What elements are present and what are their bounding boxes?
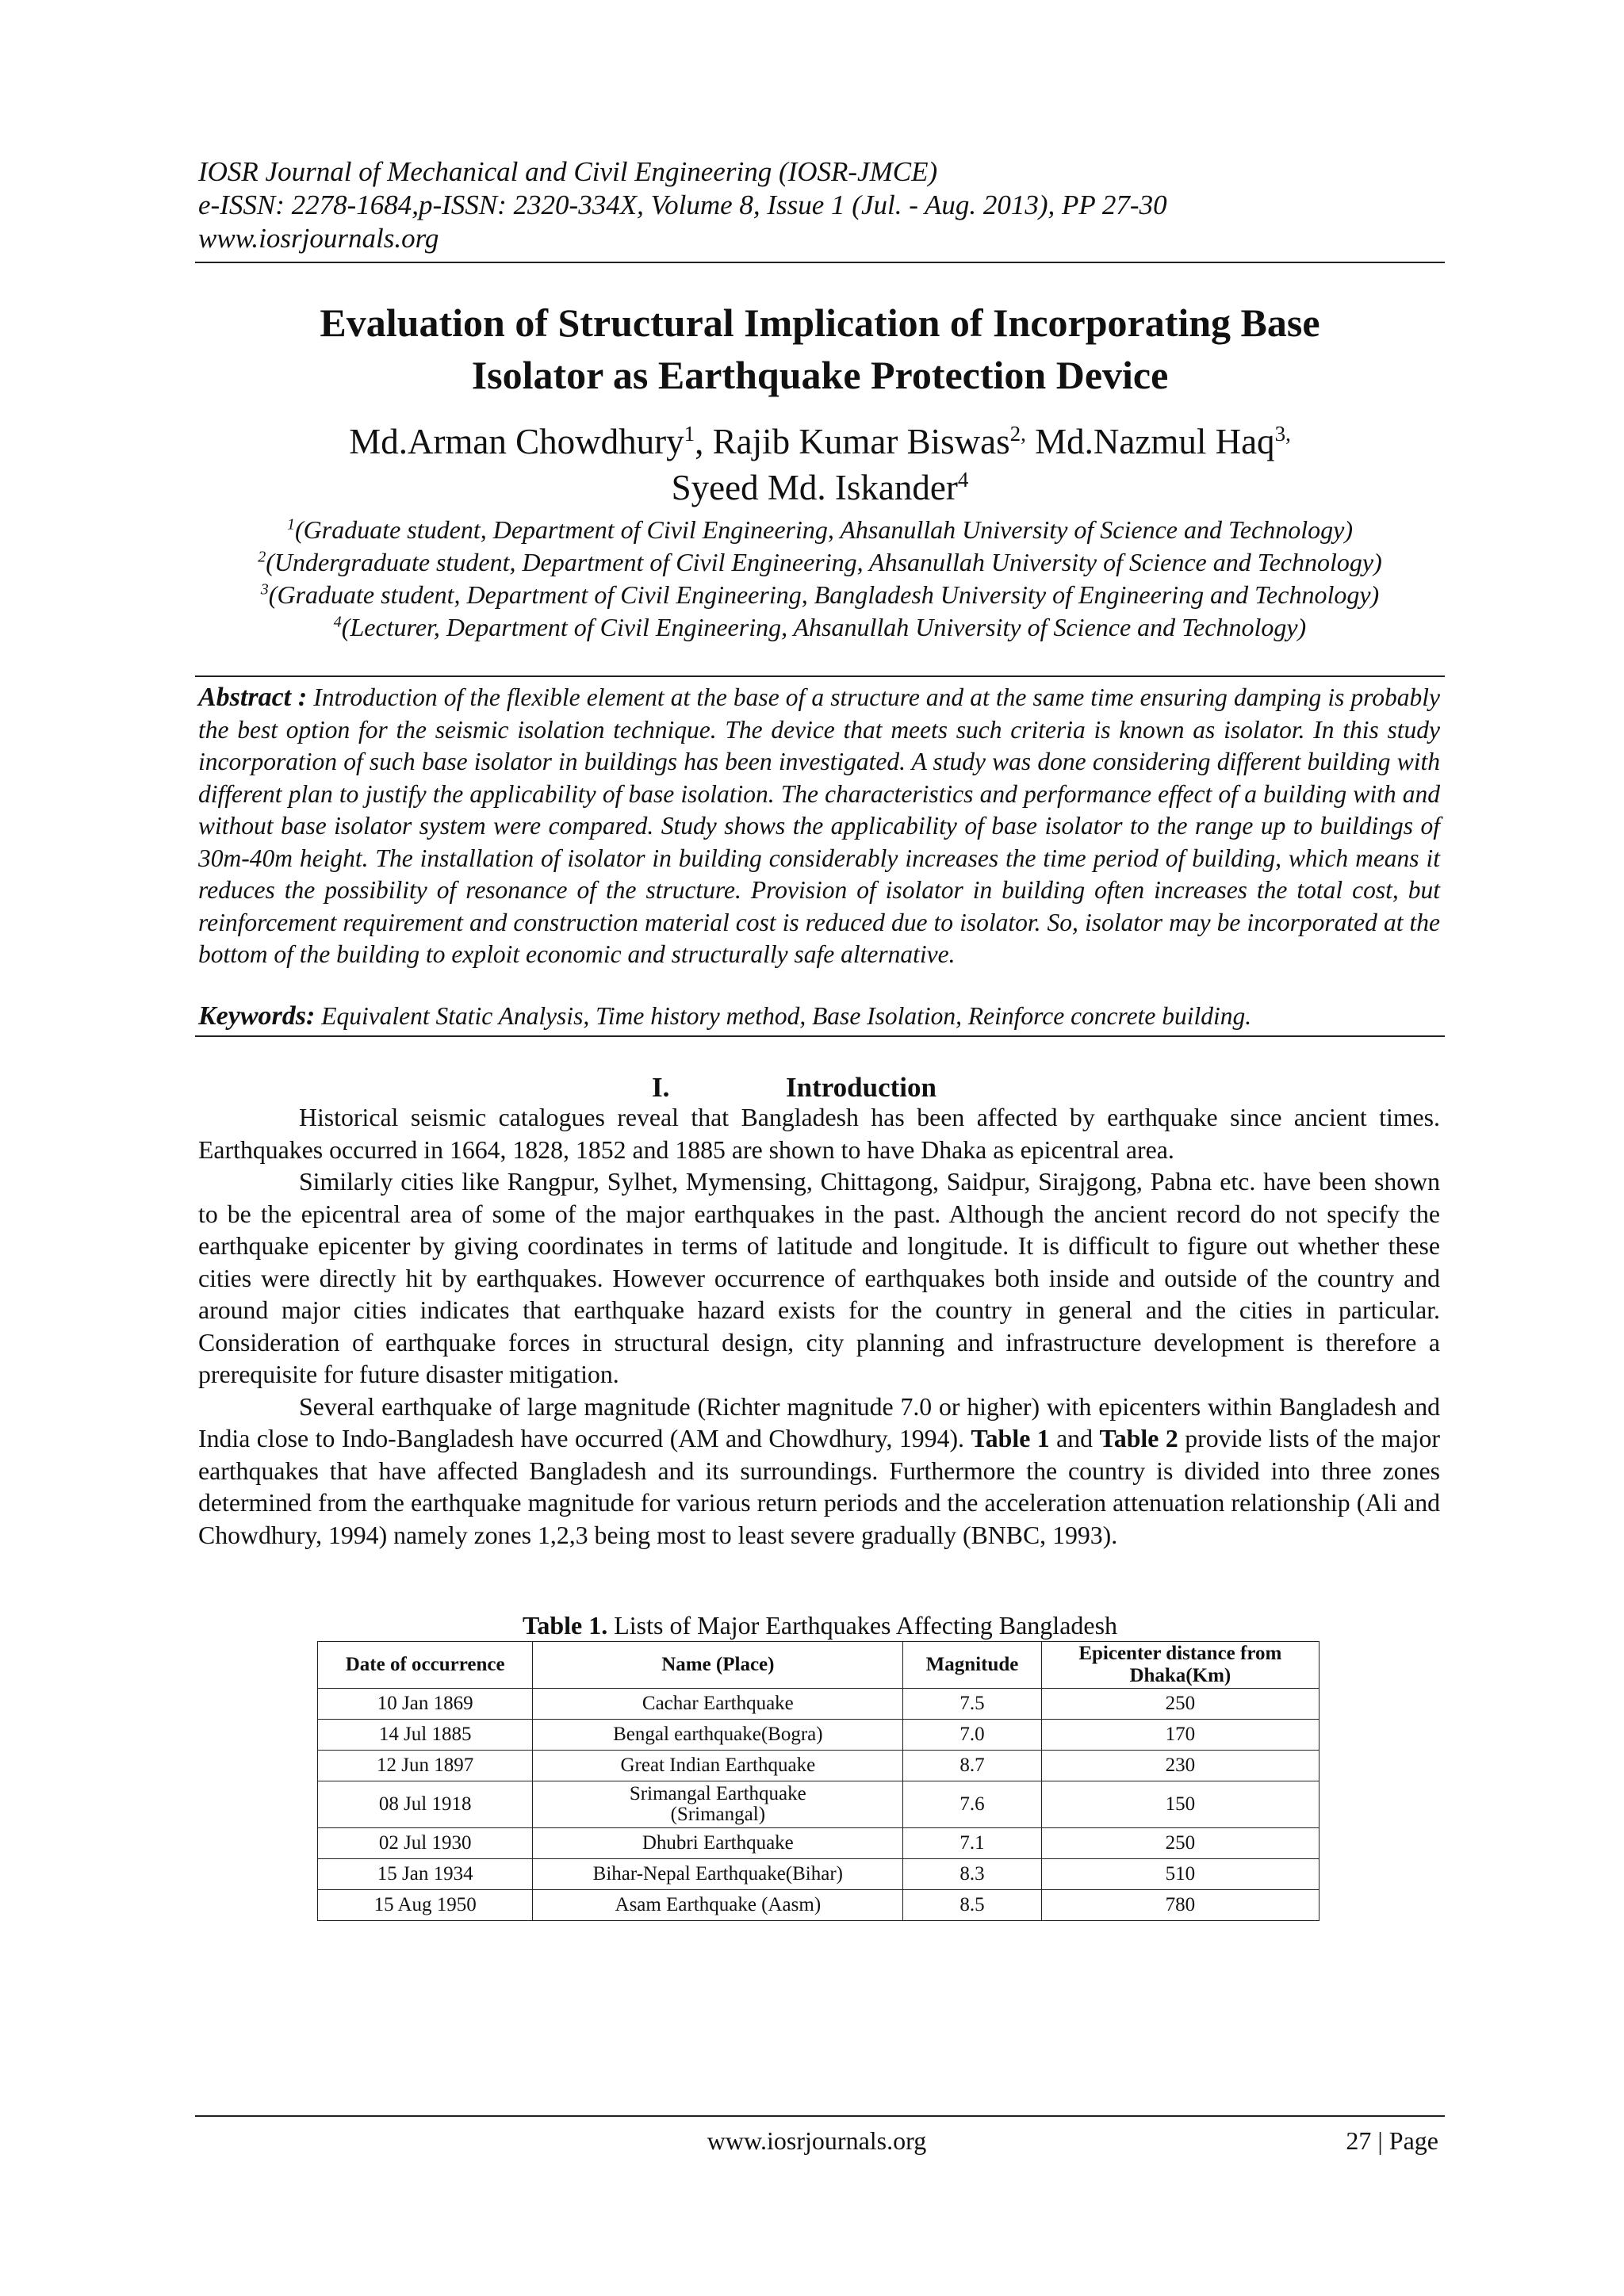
table-cell: 14 Jul 1885 [318,1720,533,1751]
abstract [198,682,1440,971]
table-row [318,1781,1320,1828]
table-row [318,1890,1320,1921]
table-cell: 7.0 [903,1720,1041,1751]
table-cell: Bengal earthquake(Bogra) [533,1720,903,1751]
paragraph-1: Historical seismic catalogues reveal that Bangladesh has been affected by earthquake since ancient times. Earthquakes occurred in 1664, 1828, 1852 and 1885 are shown to have Dhaka as epicentral area. [198,1104,1440,1164]
table-header-row [318,1642,1320,1689]
abstract-rule-bottom [195,1035,1445,1037]
table-cell: 230 [1041,1751,1319,1781]
table-cell: 250 [1041,1828,1319,1859]
author-sup: 1 [684,422,695,446]
page-number: 27 | Page [1346,2126,1438,2155]
table-cell: 7.1 [903,1828,1041,1859]
table-cell: 10 Jan 1869 [318,1689,533,1720]
keywords-label: Keywords: [198,1001,316,1031]
table-cell: 170 [1041,1720,1319,1751]
author-list: Md.Arman Chowdhury$^1$, Rajib Kumar Biswas$^{2,}$ Md.Nazmul Haq$^{3,}$ Syeed Md. Iskander$^4$ [349,422,1291,507]
author-name: Md.Arman Chowdhury [349,422,684,461]
table-cell: Srimangal Earthquake (Srimangal) [533,1781,903,1828]
table-cell: 250 [1041,1689,1319,1720]
affiliation-2: $^2$(Undergraduate student, Department of Civil Engineering, Ahsanullah University of Science and Technology) [258,548,1382,576]
journal-issn: e-ISSN: 2278-1684,p-ISSN: 2320-334X, Volume 8, Issue 1 (Jul. - Aug. 2013), PP 27-30 [198,189,1167,220]
title-line-2: Isolator as Earthquake Protection Device [471,353,1169,397]
footer-url[interactable]: www.iosrjournals.org [707,2126,927,2155]
author-sup: 3, [1274,422,1291,446]
keywords [198,1001,1440,1032]
col-header: Magnitude [903,1642,1041,1689]
abstract-text: Introduction of the flexible element at the base of a structure and at the same time ensuring damping is probably the best option for the seismic isolation technique. The device that meets such criteria is known as isolator. In this study incorporation of such base isolator in buildings has been investigated. A study was done considering different building with different plan to justify the applicability of base isolation. The characteristics and performance effect of a building with and without base isolator system were compared. Study shows the applicability of base isolator to the range up to buildings of 30m-40m height. The installation of isolator in building considerably increases the time period of building, which means it reduces the possibility of resonance of the structure. Provision of isolator in building often increases the total cost, but reinforcement requirement and construction material cost is reduced due to isolator. So, isolator may be incorporated at the bottom of the building to exploit economic and structurally safe alternative. [198,683,1441,968]
affiliation-4: $^4$(Lecturer, Department of Civil Engineering, Ahsanullah University of Science and Technology) [333,613,1307,641]
paragraph-2: Similarly cities like Rangpur, Sylhet, Mymensing, Chittagong, Saidpur, Sirajgong, Pabna etc. have been shown to be the epicentral area of some of the major earthquakes in the past. Although the ancient record do not specify the earthquake epicenter by giving coordinates in terms of latitude and longitude. It is difficult to figure out whether these cities were directly hit by earthquakes. However occurrence of earthquakes both inside and outside of the country and around major cities indicates that earthquake hazard exists for the country in general and the cities in particular. Consideration of earthquake forces in structural design, city planning and infrastructure development is therefore a prerequisite for future disaster mitigation. [198,1168,1440,1388]
col-header: Name (Place) [533,1642,903,1689]
journal-name: IOSR Journal of Mechanical and Civil Engineering (IOSR-JMCE) [198,156,938,187]
table-cell: 150 [1041,1781,1319,1828]
table-cell: 15 Jan 1934 [318,1859,533,1890]
author-name: Md.Nazmul Haq [1035,422,1275,461]
table-cell: Dhubri Earthquake [533,1828,903,1859]
journal-website[interactable]: www.iosrjournals.org [198,223,439,254]
paragraph-3: Several earthquake of large magnitude (Richter magnitude 7.0 or higher) with epicenters within Bangladesh and India close to Indo-Bangladesh have occurred (AM and Chowdhury, 1994). Table 1 and Table 2 provide lists of the major earthquakes that have affected Bangladesh and its surroundings. Furthermore the country is divided into three zones determined from the earthquake magnitude for various return periods and the acceleration attenuation relationship (Ali and Chowdhury, 1994) namely zones 1,2,3 being most to least severe gradually (BNBC, 1993). [198,1392,1440,1549]
table-cell: Asam Earthquake (Aasm) [533,1890,903,1921]
table-row [318,1828,1320,1859]
table-cell: 02 Jul 1930 [318,1828,533,1859]
introduction-body [198,1102,1440,1552]
affiliation-1: $^1$(Graduate student, Department of Civil Engineering, Ahsanullah University of Science and Technology) [286,515,1353,544]
table-cell: 15 Aug 1950 [318,1890,533,1921]
table-ref: Table 1 [971,1425,1050,1452]
table-row [318,1689,1320,1720]
earthquake-table [317,1641,1320,1921]
table-cell: Cachar Earthquake [533,1689,903,1720]
author-name: Syeed Md. Iskander [671,468,958,507]
table-cell: Bihar-Nepal Earthquake(Bihar) [533,1859,903,1890]
abstract-rule-top [195,675,1445,677]
section-number: I. [652,1072,670,1103]
abstract-label: Abstract : [198,683,308,712]
table-cell: 780 [1041,1890,1319,1921]
paper-title [195,297,1445,401]
table-row [318,1859,1320,1890]
section-title: Introduction [786,1072,936,1103]
table-caption [195,1609,1445,1641]
table-cell: 8.3 [903,1859,1041,1890]
table-cell: 08 Jul 1918 [318,1781,533,1828]
author-sup: 4 [957,468,969,492]
author-sup: 2, [1009,422,1026,446]
table-cell: Great Indian Earthquake [533,1751,903,1781]
table-row [318,1751,1320,1781]
col-header: Date of occurrence [318,1642,533,1689]
affiliation-3: $^3$(Graduate student, Department of Civil Engineering, Bangladesh University of Engineering and Technology) [260,580,1380,609]
journal-header [198,155,1443,255]
table-row [318,1720,1320,1751]
affiliations [195,514,1445,644]
table-cell: 7.6 [903,1781,1041,1828]
table-cell: 7.5 [903,1689,1041,1720]
table-caption-label: Table 1. [522,1611,608,1640]
col-header: Epicenter distance from Dhaka(Km) [1041,1642,1319,1689]
table-cell: 510 [1041,1859,1319,1890]
author-name: Rajib Kumar Biswas [712,422,1010,461]
table-cell: 12 Jun 1897 [318,1751,533,1781]
table-ref: Table 2 [1099,1425,1178,1452]
title-line-1: Evaluation of Structural Implication of Incorporating Base [320,300,1320,345]
table-cell: 8.5 [903,1890,1041,1921]
header-rule [195,262,1445,263]
table-cell: 8.7 [903,1751,1041,1781]
table-caption-text: Lists of Major Earthquakes Affecting Bangladesh [607,1611,1118,1640]
keywords-text: Equivalent Static Analysis, Time history method, Base Isolation, Reinforce concrete building. [321,1002,1252,1030]
footer-rule [195,2115,1445,2117]
